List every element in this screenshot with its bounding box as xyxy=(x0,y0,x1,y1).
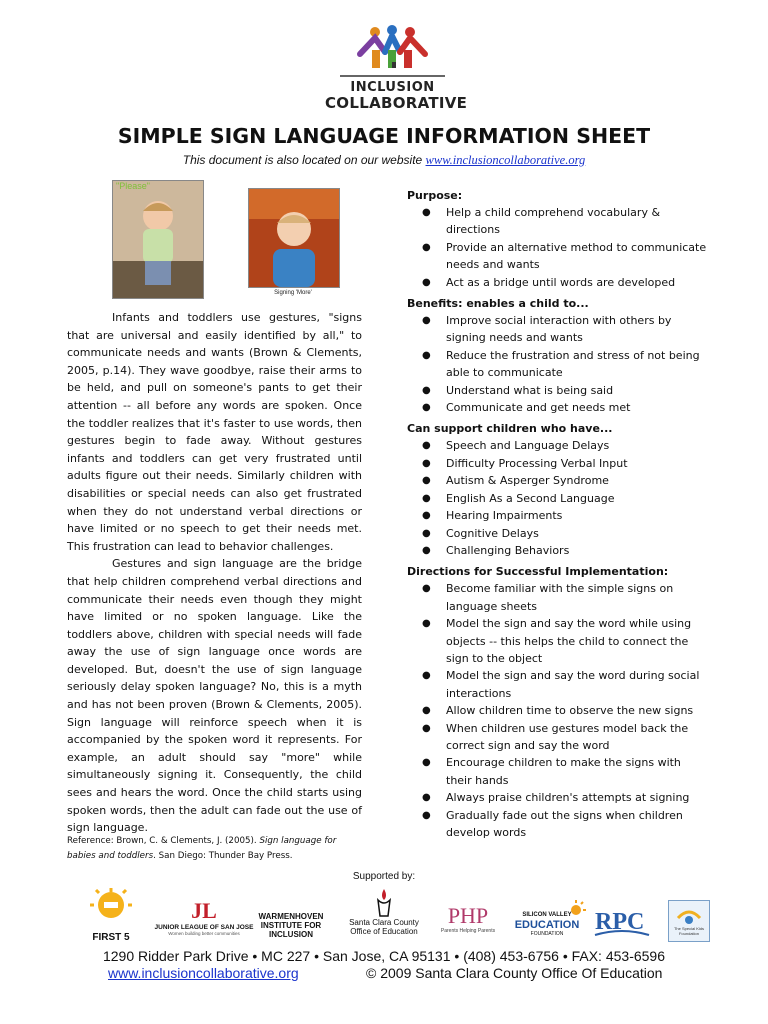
sccoe-line1: Santa Clara County xyxy=(349,918,419,927)
intro-paragraph-1: Infants and toddlers use gestures, "signs that are universal and easily identified by all," to communicate needs and wants (Brown & Clements, 2005, p.14). They wave goodbye, raise their arms to be held, and pull on someone's pants to get their attention -- all before any words are spoken. Once the toddler realizes that it's faster to use words, then gestures begin to fade away. Without gestures infants and toddlers can get very frustrated until adults figure out their needs. Similarly children with disabilities or special needs can also get frustrated when they do not understand verbal directions or have limited or no speech to get their needs met. This frustration can lead to behavior challenges. xyxy=(67,311,362,553)
intro-paragraph-2: Gestures and sign language are the bridge that help children comprehend verbal directions and communicate their needs even though they might have limited or no spoken language. Like the toddlers above, children with special needs will fade away the use of sign language once words are developed. But, doesn't the use of sign language seriously delay spoken language? No, this is a myth and has not been proven (Brown & Clements, 2005). Sign language will reinforce speech when it is accompanied by the spoken word it represents. For example, an adult should say "more" while simultaneously signing it. Consequently, the child sees and hears the word. Once the child starts using spoken words, then the adult can fade out the use of sign language. xyxy=(67,557,362,835)
bullet-icon: ● xyxy=(422,276,431,288)
list-item: ● Gradually fade out the signs when children develop words xyxy=(422,808,683,839)
svef-line1: SILICON VALLEY xyxy=(522,912,572,918)
reference-suffix: . San Diego: Thunder Bay Press. xyxy=(153,851,293,861)
list-item: ● Communicate and get needs met xyxy=(407,399,707,416)
bullet-icon: ● xyxy=(422,241,431,253)
list-item: ● Difficulty Processing Verbal Input xyxy=(407,455,707,472)
photo-caption-more: Signing 'More' xyxy=(274,290,312,296)
logo-line1: INCLUSION xyxy=(350,80,435,95)
sun-icon xyxy=(566,900,586,920)
bullet-icon: ● xyxy=(422,349,431,361)
footer-copyright: © 2009 Santa Clara County Office Of Education xyxy=(366,965,663,981)
svg-text:RPC: RPC xyxy=(595,909,645,935)
bullet-icon: ● xyxy=(422,544,431,556)
bullet-icon: ● xyxy=(422,207,431,218)
bullet-icon: ● xyxy=(422,402,431,414)
supported-by-label: Supported by: xyxy=(352,871,416,882)
php-logo xyxy=(440,904,496,934)
list-item: ● Provide an alternative method to communicate needs and wants xyxy=(422,240,707,272)
list-item: ● Encourage children to make the signs with their hands xyxy=(422,756,681,787)
logo-line2: COLLABORATIVE xyxy=(325,94,468,112)
section-purpose xyxy=(407,187,707,291)
bullet-icon: ● xyxy=(422,722,431,734)
bullet-icon: ● xyxy=(422,315,431,327)
bullet-icon: ● xyxy=(422,440,431,452)
warmenhoven-label: WARMENHOVEN INSTITUTE FOR INCLUSION xyxy=(258,912,324,939)
jl-sub: Women building better communities xyxy=(168,931,240,936)
first5-label: FIRST 5 xyxy=(92,932,130,943)
special-kids-label: The Special Kids Foundation xyxy=(673,926,704,936)
bullet-icon: ● xyxy=(422,583,431,595)
section-support xyxy=(407,420,707,559)
list-item: ● Always praise children's attempts at signing xyxy=(407,789,707,806)
website-link[interactable]: www.inclusioncollaborative.org xyxy=(425,153,586,167)
reference-title: Sign language for babies and toddlers xyxy=(67,836,337,861)
list-item: ● Autism & Asperger Syndrome xyxy=(407,472,707,489)
sccoe-line2: Office of Education xyxy=(350,927,418,936)
toddler-photo-more xyxy=(248,188,340,288)
list-item: ● Allow children time to observe the new signs xyxy=(407,702,707,719)
bullet-icon: ● xyxy=(422,705,431,717)
footer-address: 1290 Ridder Park Drive • MC 227 • San Jose, CA 95131 • (408) 453-6756 • FAX: 453-6596 xyxy=(102,948,666,964)
subtitle xyxy=(0,153,768,168)
section-benefits xyxy=(407,295,707,416)
section-heading: Benefits: enables a child to... xyxy=(407,297,589,311)
first5-logo xyxy=(88,888,134,943)
bullet-icon: ● xyxy=(422,792,431,804)
subtitle-text: This document is also located on our website xyxy=(182,153,426,167)
bullet-icon: ● xyxy=(422,492,431,504)
jl-mark: JL xyxy=(191,898,217,923)
section-heading: Can support children who have... xyxy=(407,422,613,436)
jl-label: JUNIOR LEAGUE OF SAN JOSE xyxy=(154,924,254,931)
list-item: ● When children use gestures model back the correct sign and say the word xyxy=(422,721,689,752)
junior-league-logo xyxy=(148,900,260,936)
bullet-icon: ● xyxy=(422,475,431,487)
bullet-icon: ● xyxy=(422,757,431,769)
list-item: ● Speech and Language Delays xyxy=(407,437,707,454)
bullet-icon: ● xyxy=(422,510,431,522)
list-item: ● Hearing Impairments xyxy=(407,507,707,524)
section-heading: Purpose: xyxy=(407,189,463,202)
svef-line2: EDUCATION xyxy=(514,919,580,931)
svef-line3: FOUNDATION xyxy=(530,931,564,937)
list-item: ● Become familiar with the simple signs on language sheets xyxy=(422,582,674,613)
page-title: SIMPLE SIGN LANGUAGE INFORMATION SHEET xyxy=(117,124,651,148)
section-heading: Directions for Successful Implementation: xyxy=(407,565,669,579)
bullet-icon: ● xyxy=(422,527,431,539)
special-kids-logo xyxy=(668,900,710,942)
bullet-icon: ● xyxy=(422,809,431,821)
section-directions xyxy=(407,563,707,841)
intro-text xyxy=(67,309,362,837)
rpc-logo xyxy=(593,905,651,941)
footer-website-link[interactable]: www.inclusioncollaborative.org xyxy=(108,965,299,981)
toddler-photo-please xyxy=(112,180,204,299)
list-item: ● English As a Second Language xyxy=(407,490,707,507)
reference-prefix: Reference: Brown, C. & Clements, J. (2005). xyxy=(67,836,260,846)
php-mark: PHP xyxy=(447,903,489,928)
list-item: ● Understand what is being said xyxy=(407,382,707,399)
bullet-icon: ● xyxy=(422,457,431,469)
bullet-icon: ● xyxy=(422,384,431,396)
sccoe-logo xyxy=(344,888,424,936)
photo-caption-please: "Please" xyxy=(116,181,150,191)
list-item: ● Model the sign and say the word during social interactions xyxy=(422,669,700,700)
list-item: ● Improve social interaction with others by signing needs and wants xyxy=(422,314,672,345)
list-item: ● Model the sign and say the word while using objects -- this helps the child to connect the sign to the object xyxy=(422,617,692,665)
list-item: ● Reduce the frustration and stress of not being able to communicate xyxy=(422,348,700,380)
list-item: ● Help a child comprehend vocabulary & directions xyxy=(422,206,661,237)
list-item: ● Challenging Behaviors xyxy=(407,542,707,559)
right-column xyxy=(407,187,707,845)
list-item: ● Act as a bridge until words are developed xyxy=(407,274,707,291)
php-label: Parents Helping Parents xyxy=(440,928,496,934)
list-item: ● Cognitive Delays xyxy=(407,525,707,542)
bullet-icon: ● xyxy=(422,618,431,630)
reference xyxy=(67,834,367,864)
bullet-icon: ● xyxy=(422,670,431,682)
